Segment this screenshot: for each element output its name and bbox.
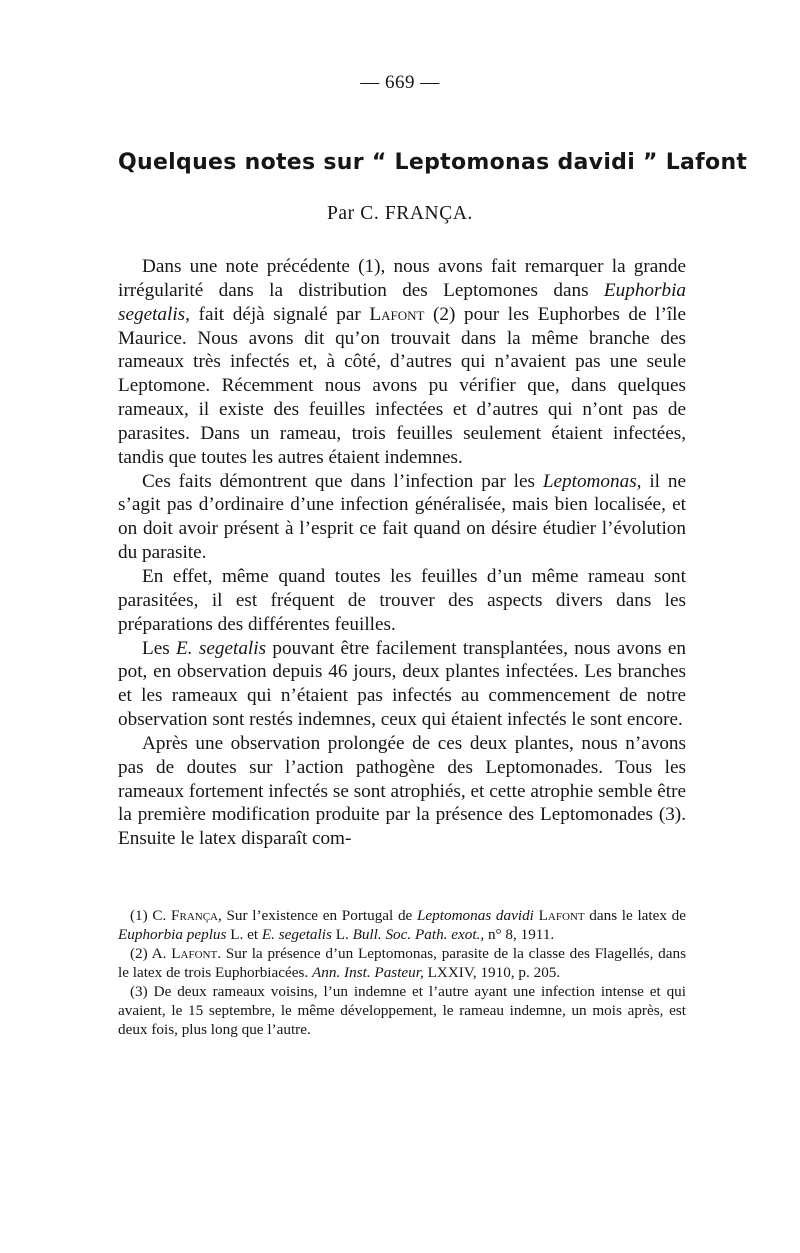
f2-text-b: . Sur la présence d’un Leptomonas, parasite de la classe des Flagellés, dans le latex de trois Euphorbiacées. bbox=[118, 945, 687, 981]
author-name: C. FRANÇA. bbox=[360, 203, 474, 224]
page-number: — 669 — bbox=[360, 72, 440, 93]
footnotes bbox=[118, 906, 686, 1039]
p1-species-italic: Euphorbia segetalis, bbox=[118, 279, 686, 325]
p1-text-b: fait déjà signalé par bbox=[189, 303, 370, 325]
p5-text: Après une observation prolongée de ces deux plantes, nous n’avons pas de doutes sur l’action pathogène des Leptomonades. Tous les rameaux fortement infectés se sont atrophiés, et cette atrophie semble être la première modification produite par la présence des Leptomonades (3). Ensuite le latex disparaît com- bbox=[118, 732, 686, 850]
f2-text-a: (2) A. bbox=[130, 945, 172, 962]
p1-author-smallcaps: Lafont bbox=[369, 303, 425, 325]
f2-text-c: LXXIV, 1910, p. 205. bbox=[423, 964, 561, 981]
f1-text-b: , Sur l’existence en Portugal de bbox=[217, 907, 417, 924]
f1-text-a: (1) C. bbox=[130, 907, 172, 924]
f3-text: (3) De deux rameaux voisins, l’un indemne et l’autre ayant une infection intense et qui avaient, le 15 septembre, le même développement, le rameau indemne, un mois après, est deux fois, plus long que l’autre. bbox=[118, 983, 686, 1038]
p1-text-a: Dans une note précédente (1), nous avons fait remarquer la grande irrégularité dans la distribution des Leptomones dans bbox=[118, 256, 686, 301]
f1-text-e: L. et bbox=[226, 926, 262, 943]
paragraph-3 bbox=[118, 565, 686, 637]
f1-species-italic-2: Euphorbia peplus bbox=[118, 926, 227, 943]
f1-author-smallcaps-2: Lafont bbox=[538, 907, 585, 924]
f1-text-d: dans le latex de bbox=[584, 907, 687, 924]
p4-species-italic: E. segetalis bbox=[176, 637, 267, 659]
f1-text-g: n° 8, 1911. bbox=[484, 926, 555, 943]
p2-genus-italic: Leptomonas, bbox=[542, 470, 642, 492]
author-line bbox=[0, 203, 800, 225]
footnote-2 bbox=[118, 944, 686, 982]
paragraph-2 bbox=[118, 470, 686, 565]
f2-author-smallcaps: Lafont bbox=[171, 945, 218, 962]
p4-text-a: Les bbox=[142, 637, 177, 659]
f1-text-f: L. bbox=[331, 926, 353, 943]
f2-journal-italic: Ann. Inst. Pasteur, bbox=[312, 964, 424, 981]
f1-species-italic-1: Leptomonas davidi bbox=[416, 907, 534, 924]
p1-text-c: (2) pour les Euphorbes de l’île Maurice. Nous avons dit qu’on trouvait dans la même branche des rameaux très infectés et, à côté, d’autres qui n’avaient pas une seule Leptomone. Récemment nous avons pu vérifier que, dans quelques rameaux, il existe des feuilles infectées et d’autres qui n’ont pas de parasites. Dans un rameau, trois feuilles seulement étaient infectées, tandis que toutes les autres étaient indemnes. bbox=[118, 303, 687, 468]
paragraph-5 bbox=[118, 732, 686, 851]
f1-journal-italic: Bull. Soc. Path. exot., bbox=[352, 926, 485, 943]
paragraph-1 bbox=[118, 255, 686, 470]
f1-author-smallcaps: França bbox=[171, 907, 218, 924]
p4-text-b: pouvant être facilement transplantées, nous avons en pot, en observation depuis 46 jours, deux plantes infectées. Les branches et les rameaux qui n’étaient pas infectés au commencement de notre observation sont restés indemnes, ceux qui étaient infectés le sont encore. bbox=[118, 637, 686, 731]
author-prefix: Par bbox=[326, 203, 355, 224]
p2-text-b: il ne s’agit pas d’ordinaire d’une infection généralisée, mais bien localisée, et on doit avoir présent à l’esprit ce fait quand on désire étudier l’évolution du parasite. bbox=[118, 470, 686, 564]
footnote-1 bbox=[118, 906, 686, 944]
p3-text: En effet, même quand toutes les feuilles d’un même rameau sont parasitées, il est fréquent de trouver des aspects divers dans les préparations des différentes feuilles. bbox=[118, 565, 686, 635]
f1-species-italic-3: E. segetalis bbox=[261, 926, 332, 943]
footnote-3 bbox=[118, 982, 686, 1039]
article-body bbox=[118, 255, 686, 851]
p2-text-a: Ces faits démontrent que dans l’infection par les bbox=[142, 470, 543, 492]
paragraph-4 bbox=[118, 637, 686, 732]
article-title: Quelques notes sur “ Leptomonas davidi ” Lafont bbox=[118, 150, 748, 175]
